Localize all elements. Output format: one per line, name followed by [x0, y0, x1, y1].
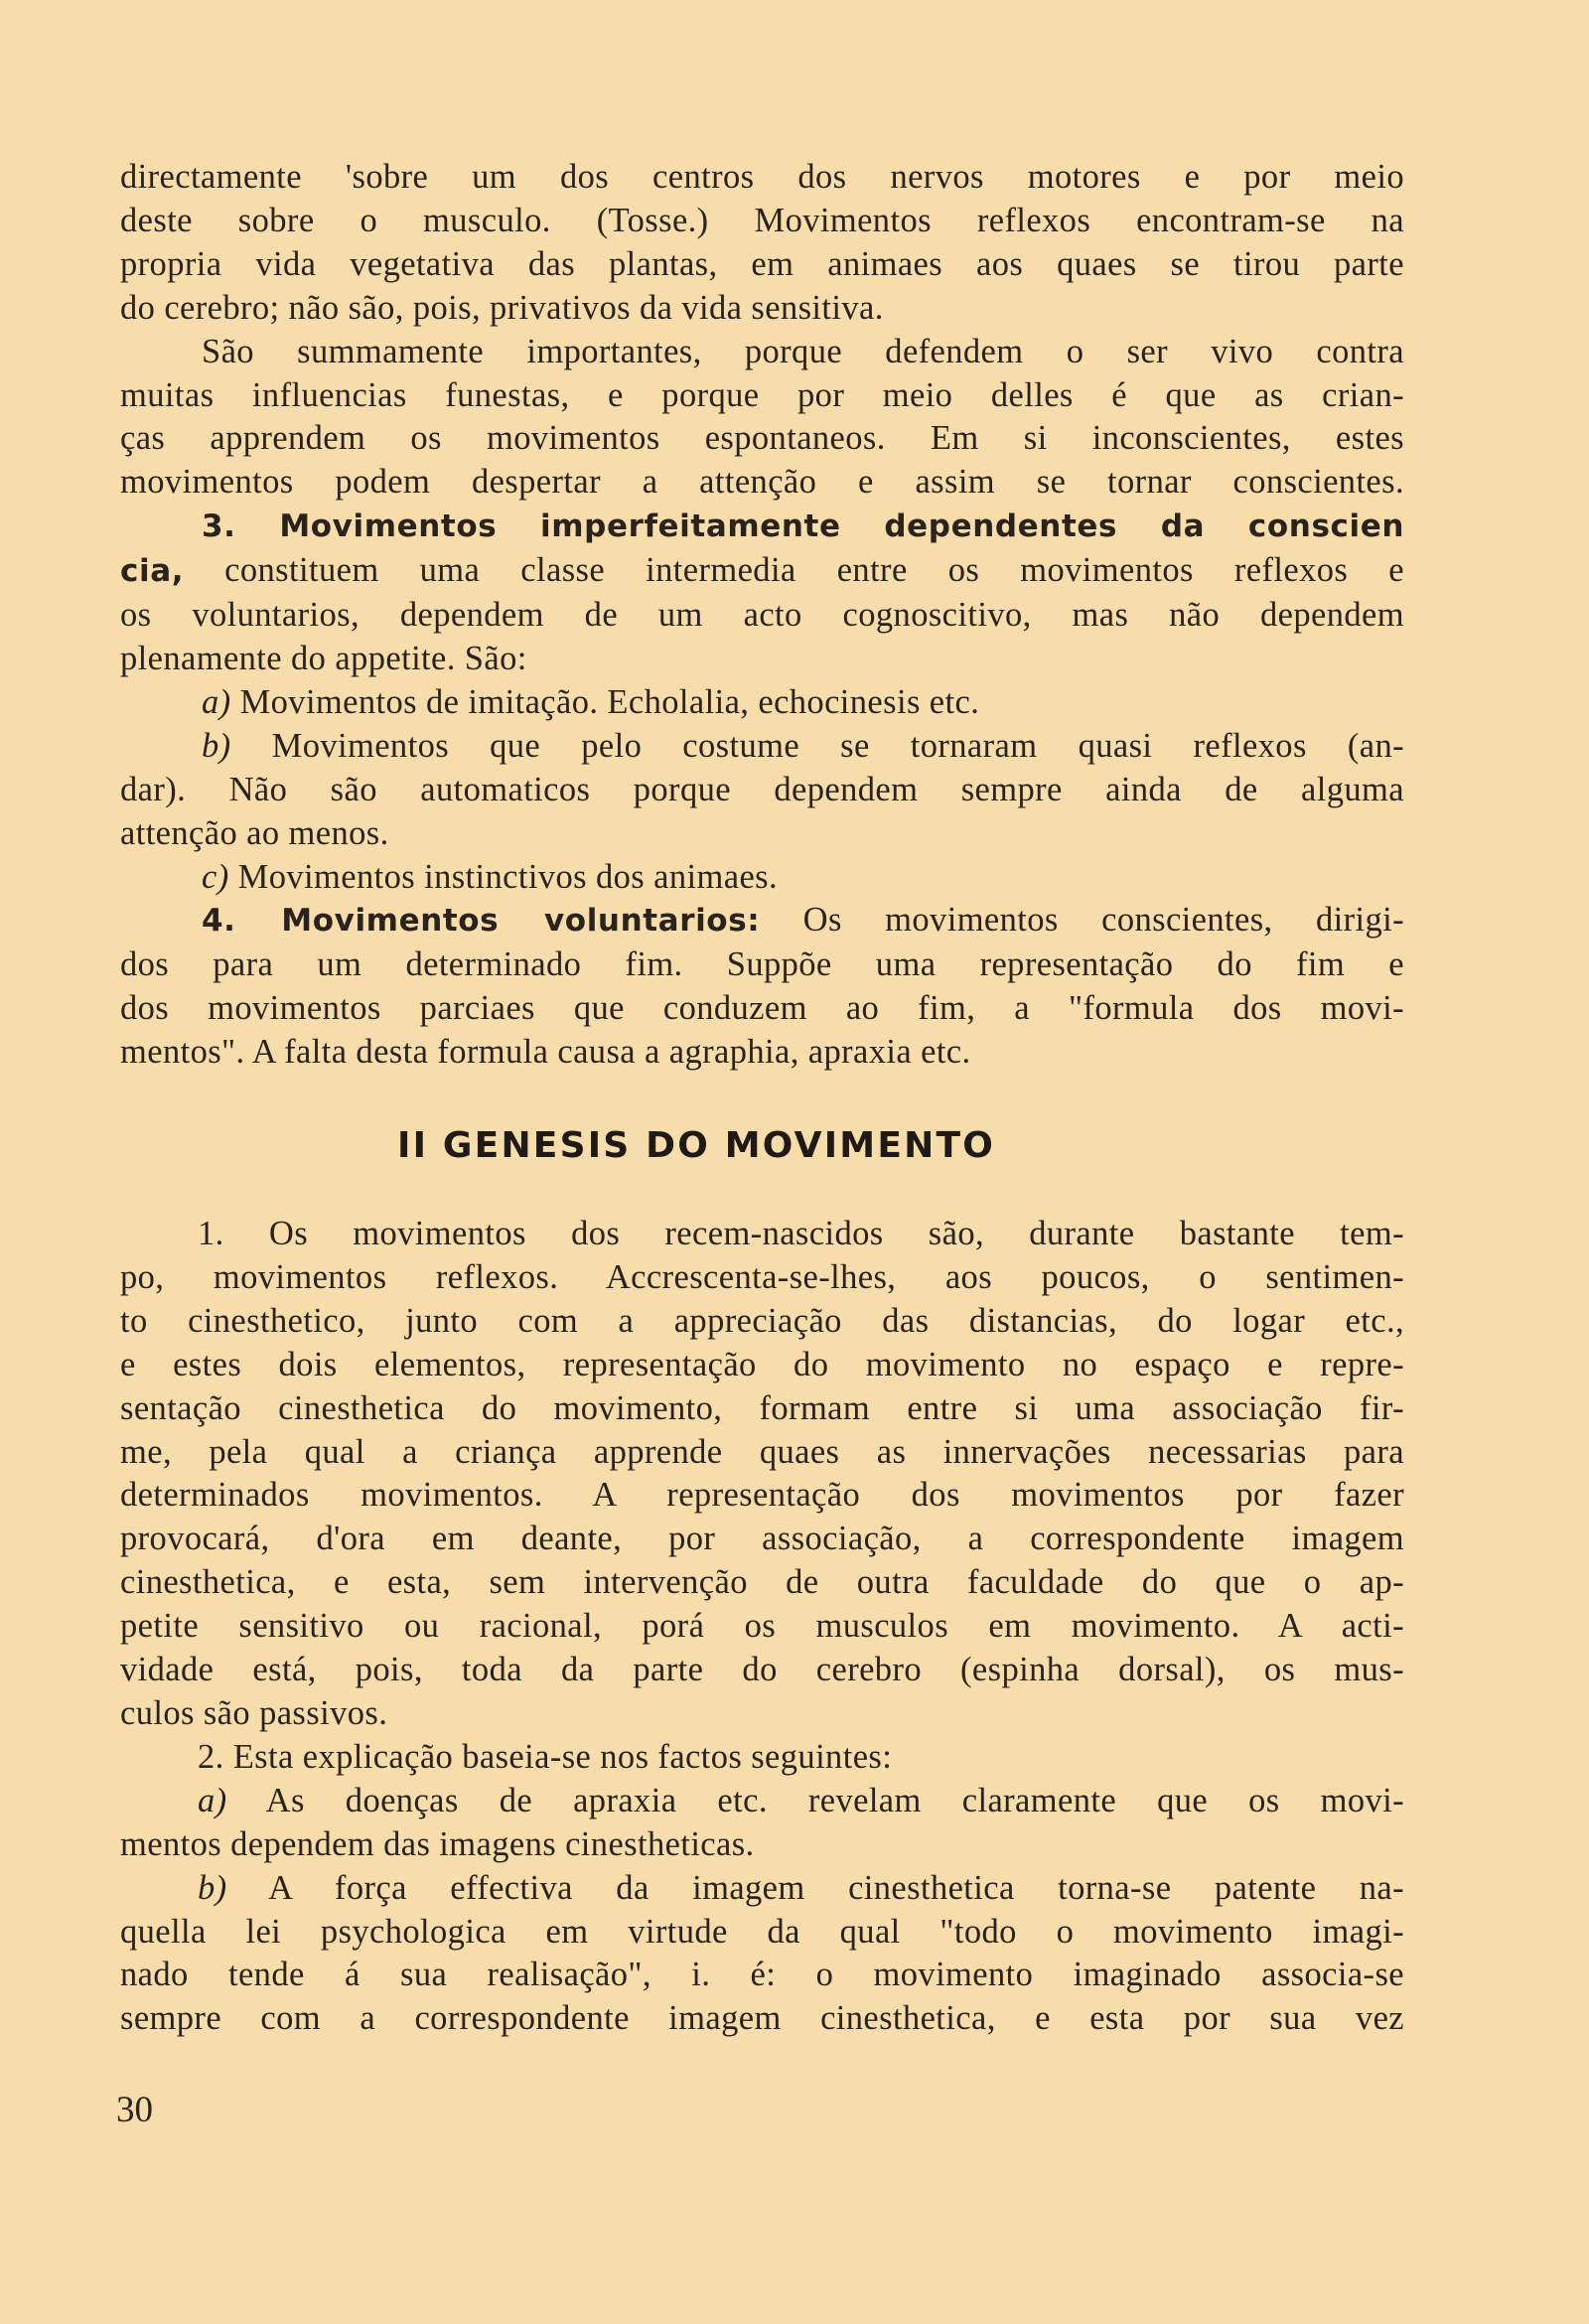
body-text-section-1 — [120, 156, 1404, 1075]
text-line: po, movimentos reflexos. Accrescenta-se-lhes, aos poucos, o sentimen- — [120, 1257, 1404, 1296]
text-line: dos movimentos parciaes que conduzem ao fim, a "formula dos movi- — [120, 989, 1404, 1028]
text-line — [120, 1780, 1404, 1823]
text-line: os voluntarios, dependem de um acto cognoscitivo, mas não dependem — [120, 596, 1404, 635]
text-line: deste sobre o musculo. (Tosse.) Movimentos reflexos encontram-se na — [120, 201, 1404, 239]
subheading-4: 4. Movimentos voluntarios: — [202, 903, 761, 940]
text-line: sentação cinesthetica do movimento, formam entre si uma associação fir- — [120, 1388, 1404, 1427]
text-line: mentos dependem das imagens cinestheticas. — [120, 1824, 755, 1863]
text-line: cinesthetica, e esta, sem intervenção de outra faculdade do que o ap- — [120, 1563, 1404, 1602]
text-line: ças apprendem os movimentos espontaneos. Em si inconscientes, estes — [120, 419, 1404, 458]
list-marker: b) — [202, 726, 231, 765]
text-line: propria vida vegetativa das plantas, em animaes aos quaes se tirou parte — [120, 244, 1404, 283]
text-line: dos para um determinado fim. Suppõe uma representação do fim e — [120, 945, 1404, 984]
text-line: e estes dois elementos, representação do movimento no espaço e repre- — [120, 1345, 1404, 1383]
text-line: directamente 'sobre um dos centros dos nervos motores e por meio — [120, 158, 1404, 196]
text-line — [120, 505, 1404, 549]
text-run: As doenças de apraxia etc. revelam claramente que os movi- — [226, 1781, 1404, 1819]
text-line: provocará, d'ora em deante, por associação, a correspondente imagem — [120, 1520, 1404, 1558]
text-run: constituem uma classe intermedia entre os movimentos reflexos e — [184, 551, 1404, 590]
text-line: petite sensitivo ou racional, porá os musculos em movimento. A acti- — [120, 1607, 1404, 1646]
text-run: Os movimentos conscientes, dirigi- — [760, 901, 1404, 940]
text-line: quella lei psychologica em virtude da qual "todo o movimento imagi- — [120, 1912, 1404, 1951]
text-line: 1. Os movimentos dos recem-nascidos são, durante bastante tem- — [198, 1215, 1404, 1252]
text-line: attenção ao menos. — [120, 813, 389, 852]
list-marker: a) — [202, 682, 231, 721]
subheading-3-end: cia, — [120, 553, 185, 590]
list-marker: b) — [198, 1868, 227, 1907]
text-line: muitas influencias funestas, e porque por meio delles é que as crian- — [120, 375, 1404, 414]
text-line — [120, 681, 1404, 725]
text-line — [120, 856, 1404, 900]
page-number: 30 — [116, 2090, 153, 2130]
text-line: dar). Não são automaticos porque dependem sempre ainda de alguma — [120, 770, 1404, 808]
text-line: mentos". A falta desta formula causa a agraphia, apraxia etc. — [120, 1033, 971, 1072]
text-line — [120, 549, 1404, 594]
text-line: São summamente importantes, porque defendem o ser vivo contra — [202, 332, 1404, 370]
body-text-section-2 — [120, 1213, 1404, 2041]
text-line — [120, 899, 1404, 944]
text-line: sempre com a correspondente imagem cinesthetica, e esta por sua vez — [120, 1999, 1404, 2038]
text-line: nado tende á sua realisação", i. é: o movimento imaginado associa-se — [120, 1956, 1404, 1994]
text-run: Movimentos que pelo costume se tornaram quasi reflexos (an- — [230, 726, 1404, 765]
text-line: 2. Esta explicação baseia-se nos factos seguintes: — [198, 1737, 893, 1776]
text-line: do cerebro; não são, pois, privativos da vida sensitiva. — [120, 288, 884, 327]
text-line — [120, 725, 1404, 769]
subheading-3: 3. Movimentos imperfeitamente dependentes da conscien — [202, 508, 1404, 545]
text-line — [120, 1867, 1404, 1911]
text-line: culos são passivos. — [120, 1693, 388, 1732]
text-run: Movimentos instinctivos dos animaes. — [228, 857, 779, 896]
text-run: Movimentos de imitação. Echolalia, echocinesis etc. — [230, 682, 980, 721]
text-line: me, pela qual a criança apprende quaes as innervações necessarias para — [120, 1432, 1404, 1471]
text-line: movimentos podem despertar a attenção e assim se tornar conscientes. — [120, 463, 1404, 502]
list-marker: a) — [198, 1781, 227, 1819]
text-line: vidade está, pois, toda da parte do cerebro (espinha dorsal), os mus- — [120, 1651, 1404, 1689]
text-line: to cinesthetico, junto com a appreciação das distancias, do logar etc., — [120, 1301, 1404, 1340]
text-run: A força effectiva da imagem cinesthetica torna-se patente na- — [226, 1868, 1404, 1907]
text-line: determinados movimentos. A representação dos movimentos por fazer — [120, 1476, 1404, 1515]
list-marker: c) — [202, 857, 229, 896]
section-heading: II GENESIS DO MOVIMENTO — [397, 1125, 996, 1166]
text-line: plenamente do appetite. São: — [120, 639, 527, 677]
